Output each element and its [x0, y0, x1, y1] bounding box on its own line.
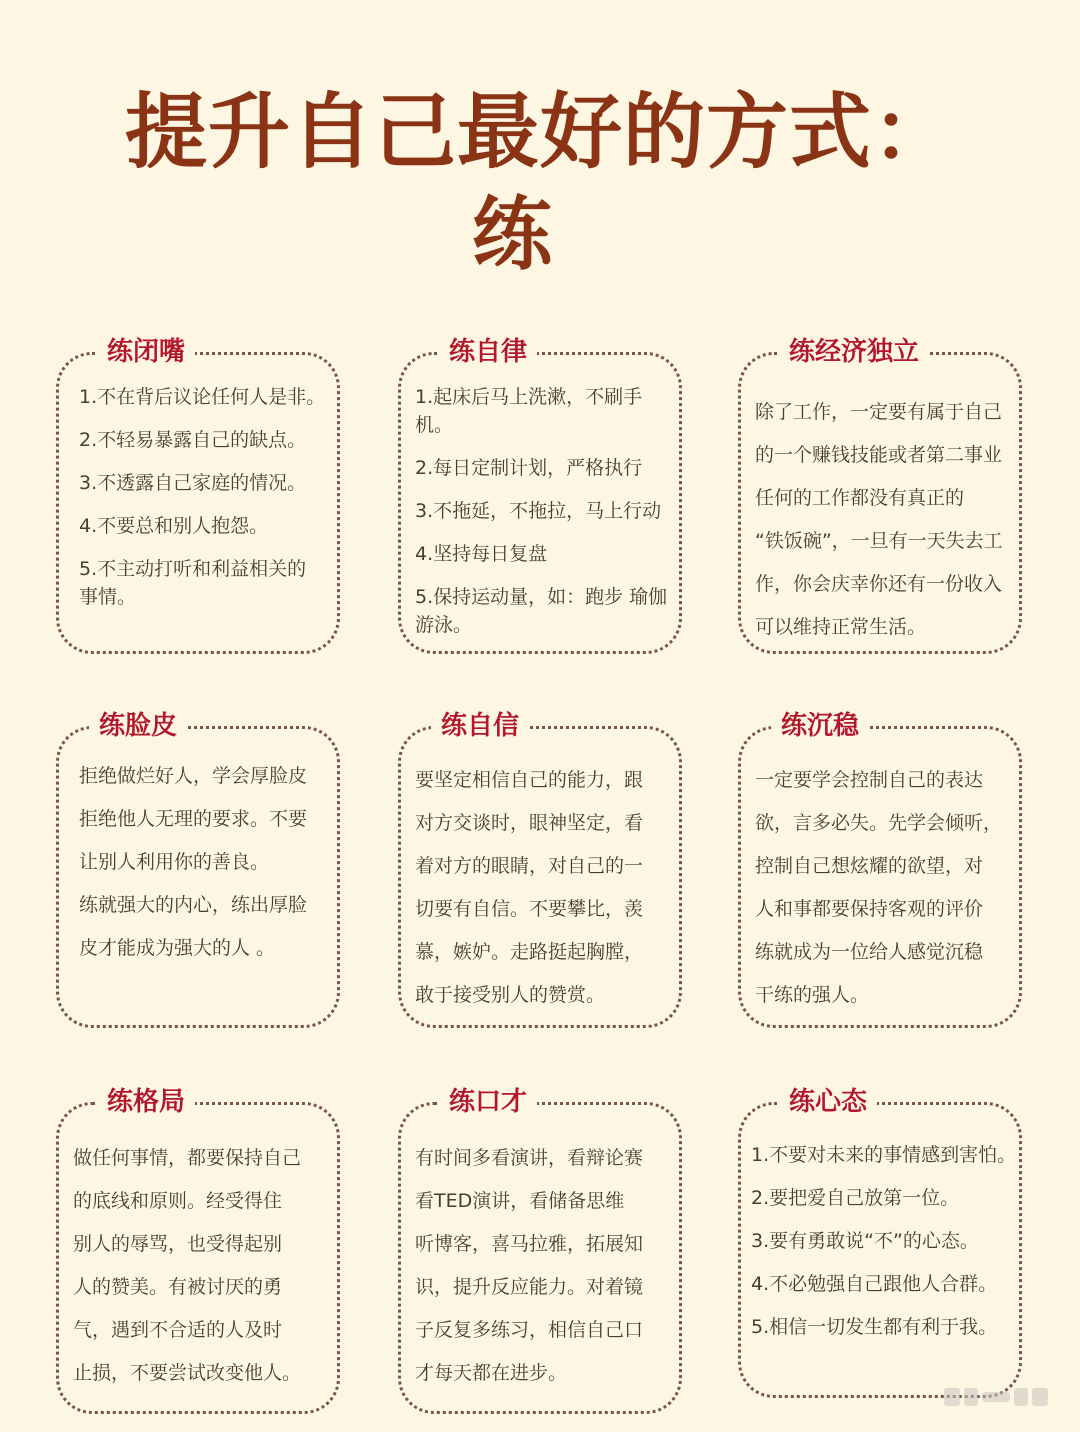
- card-text-line: 任何的工作都没有真正的: [755, 487, 965, 509]
- card-text-line: 做任何事情，都要保持自己: [73, 1147, 302, 1169]
- card-mindset: [738, 1087, 1022, 1398]
- list-item: 4.不要总和别人抱怨。: [79, 515, 269, 537]
- card-body: [415, 383, 677, 654]
- card-text-line: 着对方的眼睛，对自己的一: [415, 855, 644, 877]
- card-text-line: 除了工作，一定要有属于自己: [755, 401, 1003, 423]
- card-shut-up: [56, 337, 340, 654]
- list-item: 4.不必勉强自己跟他人合群。: [751, 1273, 998, 1295]
- card-text-line: 慕，嫉妒。走路挺起胸膛，: [415, 941, 644, 963]
- card-text-line: 子反复多练习，相信自己口: [415, 1319, 644, 1341]
- list-item: 3.不拖延，不拖拉，马上行动: [415, 500, 662, 522]
- list-item: 1.不要对未来的事情感到害怕。: [751, 1144, 1017, 1166]
- page-title: 提升自己最好的方式：: [124, 85, 955, 180]
- card-text-line: 止损，不要尝试改变他人。: [73, 1362, 302, 1384]
- card-text-line: 干练的强人。: [755, 984, 870, 1006]
- watermark-icon: [942, 1382, 1052, 1412]
- list-item: 3.要有勇敢说“不”的心态。: [751, 1230, 979, 1252]
- card-text-line: 敢于接受别人的赞赏。: [415, 984, 606, 1006]
- card-text-line: 对方交谈时，眼神坚定，看: [415, 812, 644, 834]
- card-text-line: 的一个赚钱技能或者第二事业: [755, 444, 1003, 466]
- card-text-line: 的底线和原则。经受得住: [73, 1190, 283, 1212]
- card-text-line: 切要有自信。不要攀比，羡: [415, 898, 644, 920]
- card-thick-skin: [56, 711, 340, 1028]
- card-title: 练沉稳: [771, 704, 869, 748]
- card-text-line: 作，你会庆幸你还有一份收入: [755, 573, 1003, 595]
- card-text-line: 别人的辱骂，也受得起别: [73, 1233, 283, 1255]
- card-text-line: 控制自己想炫耀的欲望，对: [755, 855, 984, 877]
- list-item: 5.不主动打听和利益相关的事情。: [79, 558, 307, 608]
- card-body: [755, 391, 1019, 649]
- list-item: 3.不透露自己家庭的情况。: [79, 472, 307, 494]
- list-item: 2.要把爱自己放第一位。: [751, 1187, 960, 1209]
- card-text-line: 看TED演讲，看储备思维: [415, 1190, 625, 1212]
- card-title: 练口才: [439, 1080, 537, 1124]
- card-title: 练经济独立: [779, 330, 929, 374]
- card-text-line: 一定要学会控制自己的表达: [755, 769, 984, 791]
- card-text-line: 听博客，喜马拉雅，拓展知: [415, 1233, 644, 1255]
- card-text-line: 有时间多看演讲，看辩论赛: [415, 1147, 644, 1169]
- list-item: 1.起床后马上洗漱，不刷手机。: [415, 386, 643, 436]
- list-item: 2.不轻易暴露自己的缺点。: [79, 429, 307, 451]
- card-title: 练脸皮: [89, 704, 187, 748]
- list-item: 4.坚持每日复盘: [415, 543, 548, 565]
- card-body: [415, 759, 677, 1017]
- card-body: [79, 383, 329, 626]
- list-item: 5.相信一切发生都有利于我。: [751, 1316, 998, 1338]
- card-vision: [56, 1087, 340, 1414]
- card-self-discipline: [398, 337, 682, 654]
- list-item: 5.保持运动量，如：跑步 瑜伽 游泳。: [415, 586, 668, 636]
- card-title: 练闭嘴: [97, 330, 195, 374]
- page-title-keyword: 练: [472, 188, 553, 281]
- card-body: [751, 1141, 1019, 1356]
- card-text-line: 让别人利用你的善良。: [79, 851, 270, 873]
- card-eloquence: [398, 1087, 682, 1414]
- card-text-line: 识，提升反应能力。对着镜: [415, 1276, 644, 1298]
- card-text-line: 气，遇到不合适的人及时: [73, 1319, 283, 1341]
- card-text-line: 要坚定相信自己的能力，跟: [415, 769, 644, 791]
- card-text-line: 皮才能成为强大的人 。: [79, 937, 276, 959]
- card-text-line: “铁饭碗”，一旦有一天失去工: [755, 530, 1003, 552]
- card-text-line: 欲，言多必失。先学会倾听，: [755, 812, 1003, 834]
- card-body: [73, 1137, 329, 1395]
- card-text-line: 才每天都在进步。: [415, 1362, 568, 1384]
- card-body: [755, 759, 1019, 1017]
- card-text-line: 拒绝他人无理的要求。不要: [79, 808, 308, 830]
- card-title: 练自信: [431, 704, 529, 748]
- card-text-line: 人的赞美。有被讨厌的勇: [73, 1276, 283, 1298]
- card-title: 练格局: [97, 1080, 195, 1124]
- list-item: 1.不在背后议论任何人是非。: [79, 386, 326, 408]
- card-text-line: 拒绝做烂好人，学会厚脸皮: [79, 765, 308, 787]
- card-title: 练心态: [779, 1080, 877, 1124]
- card-financial-independence: [738, 337, 1022, 654]
- card-confidence: [398, 711, 682, 1028]
- card-body: [415, 1137, 677, 1395]
- card-text-line: 练就强大的内心，练出厚脸: [79, 894, 308, 916]
- card-text-line: 人和事都要保持客观的评价: [755, 898, 984, 920]
- list-item: 2.每日定制计划，严格执行: [415, 457, 643, 479]
- card-title: 练自律: [439, 330, 537, 374]
- card-text-line: 可以维持正常生活。: [755, 616, 927, 638]
- card-body: [79, 755, 329, 970]
- card-steady: [738, 711, 1022, 1028]
- card-text-line: 练就成为一位给人感觉沉稳: [755, 941, 984, 963]
